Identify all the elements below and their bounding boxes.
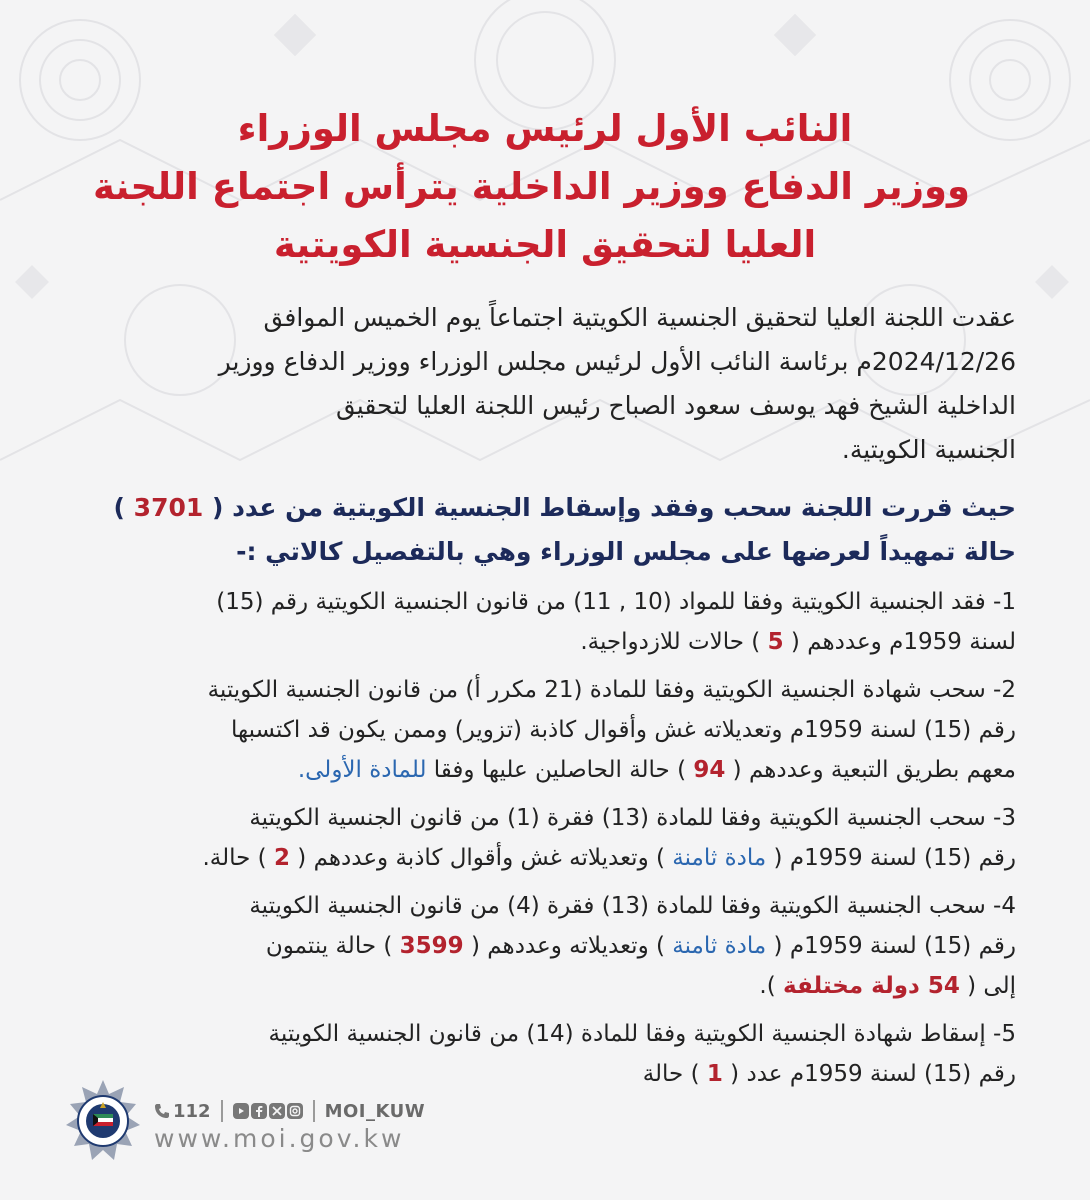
contact-row [154,1098,425,1124]
intro-line-3: الداخلية الشيخ فهد يوسف سعود الصباح رئيس اللجنة العليا لتحقيق [335,391,1016,420]
item-3-line-1: 3- سحب الجنسية الكويتية وفقا للمادة (13) فقرة (1) من قانون الجنسية الكويتية [249,805,1016,831]
social-handle[interactable]: MOI_KUW [324,1100,426,1122]
item-3-article-ref: مادة ثامنة [672,845,767,871]
item-2-line-1: 2- سحب شهادة الجنسية الكويتية وفقا للمادة (21 مكرر أ) من قانون الجنسية الكويتية [207,677,1016,703]
item-4-text-2: إلى ( [959,973,1016,999]
item-5-text-end: ) حالة [642,1061,707,1087]
kuwait-police-logo [60,1078,146,1164]
item-4-text-2-end: ). [759,973,784,999]
intro-line-1: عقدت اللجنة العليا لتحقيق الجنسية الكويتية اجتماعاً يوم الخميس الموافق [263,303,1016,332]
intro-line-4: الجنسية الكويتية. [841,435,1016,464]
decision-paragraph [71,486,1016,574]
instagram-icon[interactable] [287,1103,303,1119]
separator-2 [313,1100,315,1122]
item-3-text: رقم (15) لسنة 1959م ( [766,845,1016,871]
item-2-line-2: رقم (15) لسنة 1959م وتعديلاته غش وأقوال كاذبة (تزوير) وممن يكون قد اكتسبها [230,717,1016,743]
item-2-text: معهم بطريق التبعية وعددهم ( [725,757,1016,783]
item-4-text-mid: ) وتعديلاته وعددهم ( [463,933,673,959]
item-2-article-ref: للمادة الأولى. [297,757,427,783]
x-icon[interactable] [269,1103,285,1119]
item-4-article-ref: مادة ثامنة [672,933,767,959]
phone-contact[interactable] [154,1101,211,1122]
intro-line-2: 2024/12/26م برئاسة النائب الأول لرئيس مجلس الوزراء ووزير الدفاع ووزير [218,347,1016,376]
list-item-3 [71,798,1016,878]
youtube-icon[interactable] [233,1103,249,1119]
decision-text-end: ) [113,493,134,522]
social-icons [233,1103,303,1119]
item-4-text-end: ) حالة ينتمون [265,933,400,959]
headline-line-2: ووزير الدفاع ووزير الداخلية يترأس اجتماع اللجنة [92,165,970,208]
item-1-count: 5 [767,629,784,655]
decision-line-1 [71,486,1016,530]
item-3-text-mid: ) وتعديلاته غش وأقوال كاذبة وعددهم ( [289,845,673,871]
item-1-text-end: ) حالات للازدواجية. [580,629,768,655]
phone-icon [154,1103,170,1119]
total-cases-count: 3701 [133,493,204,522]
item-5-text: رقم (15) لسنة 1959م عدد ( [722,1061,1016,1087]
item-3-count: 2 [273,845,290,871]
item-2-count: 94 [693,757,726,783]
item-1-line-1: 1- فقد الجنسية الكويتية وفقا للمواد (10 , 11) من قانون الجنسية الكويتية رقم (15) [216,589,1016,615]
decision-line-2: حالة تمهيداً لعرضها على مجلس الوزراء وهي بالتفصيل كالاتي :- [236,537,1016,566]
item-5-count: 1 [706,1061,723,1087]
item-2-text-mid: ) حالة الحاصلين عليها وفقا [426,757,694,783]
facebook-icon[interactable] [251,1103,267,1119]
item-3-line-2 [71,838,1016,878]
item-4-countries: 54 دولة مختلفة [783,973,960,999]
item-2-line-3 [71,750,1016,790]
item-4-line-3 [71,966,1016,1006]
article-body [71,296,1016,1094]
decision-text: حيث قررت اللجنة سحب وفقد وإسقاط الجنسية الكويتية من عدد ( [203,493,1016,522]
list-item-4 [71,886,1016,1006]
item-1-line-2 [71,622,1016,662]
item-4-text: رقم (15) لسنة 1959م ( [766,933,1016,959]
headline-line-1: النائب الأول لرئيس مجلس الوزراء [237,107,853,150]
footer [60,1072,480,1172]
item-4-count: 3599 [399,933,464,959]
intro-paragraph [71,296,1016,472]
phone-number: 112 [173,1100,211,1122]
list-item-2 [71,670,1016,790]
website-link[interactable]: www.moi.gov.kw [154,1124,405,1153]
item-4-line-2 [71,926,1016,966]
item-4-line-1: 4- سحب الجنسية الكويتية وفقا للمادة (13) فقرة (4) من قانون الجنسية الكويتية [249,893,1016,919]
list-item-1 [71,582,1016,662]
item-3-text-end: ) حالة. [202,845,274,871]
item-1-text: لسنة 1959م وعددهم ( [783,629,1016,655]
headline [92,100,970,274]
item-5-line-1: 5- إسقاط شهادة الجنسية الكويتية وفقا للمادة (14) من قانون الجنسية الكويتية [268,1021,1016,1047]
separator [221,1100,223,1122]
headline-line-3: العليا لتحقيق الجنسية الكويتية [273,223,817,266]
